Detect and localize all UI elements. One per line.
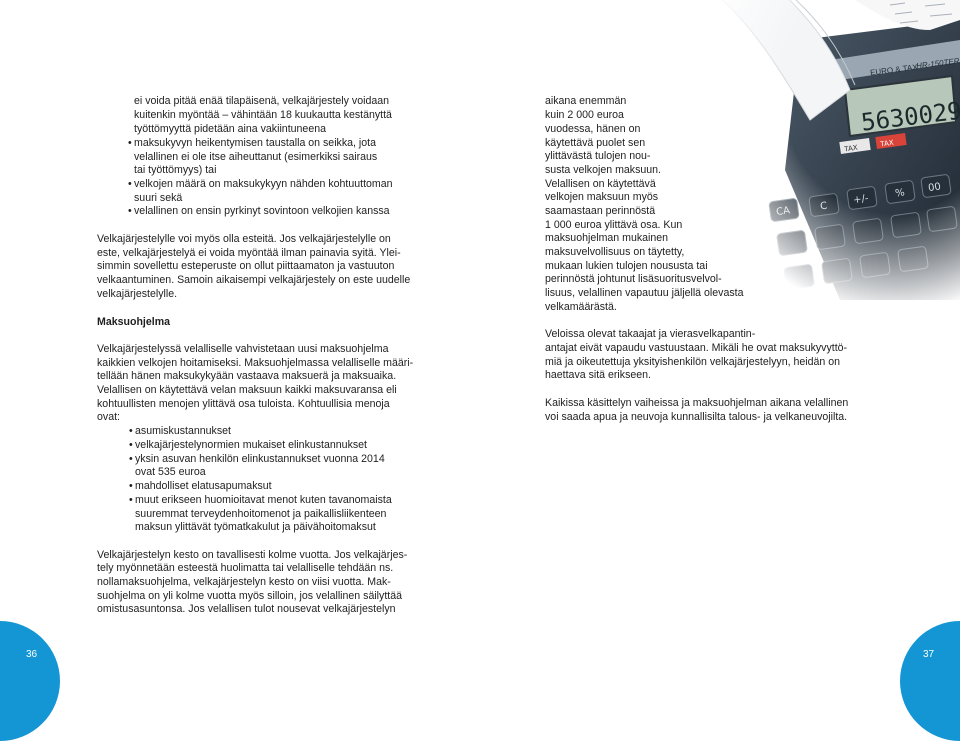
page-corner-left bbox=[0, 621, 60, 741]
list-item: • velkojen määrä on maksukykyyn nähden kohtuuttoman bbox=[134, 178, 393, 192]
list-item: suuremmat terveydenhoitomenot ja paikallisliikenteen bbox=[135, 508, 387, 520]
text-line: velkojen maksuun myös bbox=[545, 191, 659, 203]
text-line: mukaan lukien tulojen noususta tai bbox=[545, 260, 708, 272]
text-line: miä ja oikeutettuja yksityishenkilön velkajärjestelyyn, heidän on bbox=[545, 356, 841, 368]
list-item: työttömyyttä pidetään aina vakiintuneena bbox=[134, 123, 326, 135]
list-item: ovat 535 euroa bbox=[135, 466, 206, 478]
text-line: kaikkien velkojen hoitamiseksi. Maksuohjelmassa velalliselle määri- bbox=[97, 357, 414, 369]
text-line: este, velkajärjestelyä ei voida myöntää ilman painavia syitä. Ylei- bbox=[97, 247, 401, 259]
text-line: vuodessa, hänen on bbox=[545, 123, 641, 135]
list-item: velallinen ei ole itse aiheuttanut (esimerkiksi sairaus bbox=[134, 151, 378, 163]
text-line: kohtuullisten menojen ylittävä osa tuloista. Kohtuullisia menoja bbox=[97, 398, 390, 410]
text-line: velkaantuminen. Samoin aikaisempi velkajärjestely on este uudelle bbox=[97, 274, 411, 286]
text-line: käytettävä puolet sen bbox=[545, 137, 646, 149]
text-line: perinnöstä johtunut lisäsuoritusvelvol- bbox=[545, 273, 722, 285]
list-item: ei voida pitää enää tilapäisenä, velkajärjestely voidaan bbox=[134, 95, 390, 107]
text-line: 1 000 euroa ylittävä osa. Kun bbox=[545, 219, 683, 231]
text-line: antajat eivät vapaudu vastuustaan. Mikäli he ovat maksukyvyttö- bbox=[545, 342, 848, 354]
page-number-right: 37 bbox=[923, 649, 935, 660]
list-item: kuitenkin myöntää – vähintään 18 kuukautta kestänyttä bbox=[134, 109, 392, 121]
text-line: Velallisen on käytettävä velan maksuun kaikki maksuvaransa eli bbox=[97, 384, 397, 396]
text-line: velkajärjestelylle. bbox=[97, 288, 178, 300]
text-line: susta velkojen maksuun. bbox=[545, 164, 662, 176]
text-line: omistusasuntonsa. Jos velallisen tulot nousevat velkajärjestelyn bbox=[97, 603, 396, 615]
text-line: Velallisen on käytettävä bbox=[545, 178, 656, 190]
text-line: maksuvelvollisuus on täytetty, bbox=[545, 246, 685, 258]
page-number-left: 36 bbox=[26, 649, 38, 660]
list-item: suuri sekä bbox=[134, 192, 183, 204]
list-item: • maksukyvyn heikentymisen taustalla on seikka, jota bbox=[134, 137, 376, 151]
text-line: tely myönnetään esteestä huolimatta tai velalliselle tehdään ns. bbox=[97, 562, 394, 574]
list-item: tai työttömyys) tai bbox=[134, 164, 217, 176]
text-line: Velkajärjestelylle voi myös olla esteitä. Jos velkajärjestelylle on bbox=[97, 233, 391, 245]
list-item: • mahdolliset elatusapumaksut bbox=[135, 480, 272, 494]
text-line: nollamaksuohjelma, velkajärjestelyn kesto on viisi vuotta. Mak- bbox=[97, 576, 391, 588]
text-line: maksuohjelman mukainen bbox=[545, 232, 669, 244]
text-line: aikana enemmän bbox=[545, 95, 627, 107]
text-line: suohjelma on yli kolme vuotta myös silloin, jos velallinen säilyttää bbox=[97, 590, 403, 602]
list-item: • asumiskustannukset bbox=[135, 425, 231, 439]
text-line: Veloissa olevat takaajat ja vierasvelkapantin- bbox=[545, 328, 756, 340]
text-line: ylittävästä tulojen nou- bbox=[545, 150, 651, 162]
text-line: ovat: bbox=[97, 411, 120, 423]
list-item: • velkajärjestelynormien mukaiset elinkustannukset bbox=[135, 439, 367, 453]
page-corner-right bbox=[900, 621, 960, 741]
list-item: • yksin asuvan henkilön elinkustannukset vuonna 2014 bbox=[135, 453, 385, 467]
text-line: Velkajärjestelyssä velalliselle vahvistetaan uusi maksuohjelma bbox=[97, 343, 389, 355]
list-item: • velallinen on ensin pyrkinyt sovintoon velkojien kanssa bbox=[134, 205, 390, 219]
calculator-photo bbox=[690, 0, 960, 300]
list-item: maksun ylittävät työmatkakulut ja päivähoitomaksut bbox=[135, 521, 376, 533]
text-line: simmin sovellettu esteperuste on ollut piittaamaton ja vastuuton bbox=[97, 260, 395, 272]
text-line: voi saada apua ja neuvoja kunnallisilta talous- ja velkaneuvojilta. bbox=[545, 411, 848, 423]
text-line: velkamäärästä. bbox=[545, 301, 617, 313]
text-line: saamastaan perinnöstä bbox=[545, 205, 656, 217]
section-heading: Maksuohjelma bbox=[97, 316, 171, 328]
text-line: kuin 2 000 euroa bbox=[545, 109, 624, 121]
text-line: haettava sitä erikseen. bbox=[545, 369, 651, 381]
calculator-illustration bbox=[690, 0, 960, 300]
text-line: tellään hänen maksukykyään vastaava maksuerä ja maksuaika. bbox=[97, 370, 397, 382]
text-line: Velkajärjestelyn kesto on tavallisesti kolme vuotta. Jos velkajärjes- bbox=[97, 549, 408, 561]
text-line: Kaikissa käsittelyn vaiheissa ja maksuohjelman aikana velallinen bbox=[545, 397, 849, 409]
text-line: lisuus, velallinen vapautuu jäljellä olevasta bbox=[545, 287, 744, 299]
list-item: • muut erikseen huomioitavat menot kuten tavanomaista bbox=[135, 494, 392, 508]
